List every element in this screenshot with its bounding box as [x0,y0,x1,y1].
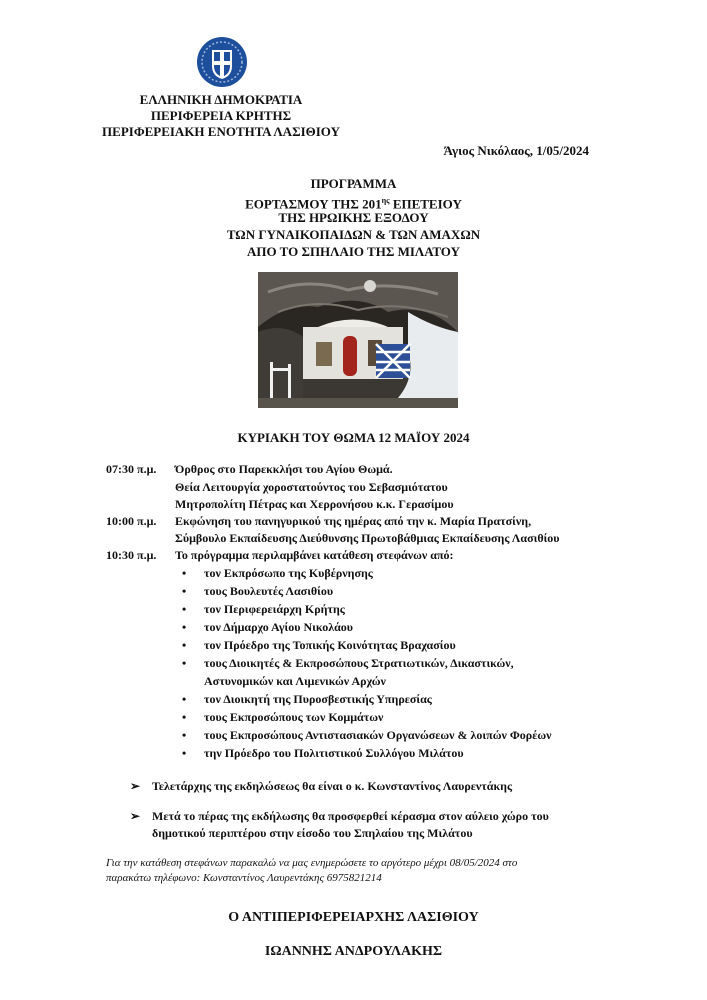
list-item: • τον Πρόεδρο της Τοπικής Κοινότητας Βραχασίου [182,638,456,652]
bullet-icon: • [182,602,187,616]
title-line-2-sup: ης [381,196,390,205]
schedule-time-2: 10:00 π.μ. [106,514,157,528]
document-date: Άγιος Νικόλαος, 1/05/2024 [443,143,589,158]
header-line-1: ΕΛΛΗΝΙΚΗ ΔΗΜΟΚΡΑΤΙΑ [139,92,303,107]
bullet-icon: • [182,566,187,580]
footnote-line-1: Για την κατάθεση στεφάνων παρακαλώ να μας ενημερώσετε το αργότερο μέχρι 08/05/2024 στο [106,857,518,869]
schedule-2-line-2: Σύμβουλο Εκπαίδευσης Διεύθυνσης Πρωτοβάθμιας Εκπαίδευσης Λασιθίου [175,531,560,545]
bullet-icon: • [182,692,187,706]
day-heading: ΚΥΡΙΑΚΗ ΤΟΥ ΘΩΜΑ 12 ΜΑΪΟΥ 2024 [237,430,470,445]
note-master-of-ceremonies: ➢ Τελετάρχης της εκδηλώσεως θα είναι ο κ. Κωνσταντίνος Λαυρεντάκης [130,779,513,793]
schedule-1-line-1: Όρθρος στο Παρεκκλήσι του Αγίου Θωμά. [175,462,393,476]
footnote-line-2: παρακάτω τηλέφωνο: Κωνσταντίνος Λαυρεντάκης 6975821214 [106,872,382,884]
schedule-2-line-1: Εκφώνηση του πανηγυρικού της ημέρας από την κ. Μαρία Πρατσίνη, [175,514,532,528]
wreath-list [182,564,551,762]
title-line-4: ΤΩΝ ΓΥΝΑΙΚΟΠΑΙΔΩΝ & ΤΩΝ ΑΜΑΧΩΝ [226,227,481,242]
cave-chapel-photo [258,272,458,408]
title-line-3: ΤΗΣ ΗΡΩΙΚΗΣ ΕΞΟΔΟΥ [278,210,429,225]
list-item: • τους Εκπροσώπους των Κομμάτων [182,710,384,724]
bullet-icon: • [182,710,187,724]
list-item: • τον Δήμαρχο Αγίου Νικολάου [182,620,354,634]
list-item: • τον Εκπρόσωπο της Κυβέρνησης [182,566,373,580]
header-line-2: ΠΕΡΙΦΕΡΕΙΑ ΚΡΗΤΗΣ [150,108,292,123]
list-item: • την Πρόεδρο του Πολιτιστικού Συλλόγου Μιλάτου [182,746,464,760]
schedule-time-3: 10:30 π.μ. [106,548,157,562]
arrow-bullet-icon: ➢ [130,809,141,823]
bullet-icon: • [182,620,187,634]
bullet-icon: • [182,746,187,760]
bullet-icon: • [182,728,187,742]
title-line-2-pre: ΕΟΡΤΑΣΜΟΥ ΤΗΣ 201 [245,196,382,212]
list-item-continuation: Αστυνομικών και Λιμενικών Αρχών [204,674,386,688]
bullet-icon: • [182,656,187,670]
schedule-1-line-3: Μητροπολίτη Πέτρας και Χερρονήσου κ.κ. Γερασίμου [175,497,454,511]
schedule-1-line-2: Θεία Λειτουργία χοροστατούντος του Σεβασμιότατου [175,480,448,494]
title-line-5: ΑΠΟ ΤΟ ΣΠΗΛΑΙΟ ΤΗΣ ΜΙΛΑΤΟΥ [247,244,460,259]
list-item: • τον Περιφερειάρχη Κρήτης [182,602,345,616]
header-line-3: ΠΕΡΙΦΕΡΕΙΑΚΗ ΕΝΟΤΗΤΑ ΛΑΣΙΘΙΟΥ [102,124,340,139]
title-line-2-post: ΕΠΕΤΕΙΟΥ [389,196,462,212]
schedule-3-line-1: Το πρόγραμμα περιλαμβάνει κατάθεση στεφάνων από: [175,548,454,562]
schedule-time-1: 07:30 π.μ. [106,462,157,476]
bullet-icon: • [182,584,187,598]
list-item: • τον Διοικητή της Πυροσβεστικής Υπηρεσίας [182,692,432,706]
greek-coat-of-arms-icon [196,36,248,88]
footnote [106,856,606,886]
signature-name: ΙΩΑΝΝΗΣ ΑΝΔΡΟΥΛΑΚΗΣ [264,944,443,959]
list-item: • τους Βουλευτές Λασιθίου [182,584,334,598]
list-item: • τους Εκπροσώπους Αντιστασιακών Οργανώσεων & λοιπών Φορέων [182,728,552,742]
signature-title: Ο ΑΝΤΙΠΕΡΙΦΕΡΕΙΑΡΧΗΣ ΛΑΣΙΘΙΟΥ [228,910,479,925]
title-line-1: ΠΡΟΓΡΑΜΜΑ [310,176,397,191]
list-item: • τους Διοικητές & Εκπροσώπους Στρατιωτικών, Δικαστικών, [182,656,514,670]
note-refreshments: ➢ Μετά το πέρας της εκδήλωσης θα προσφερθεί κέρασμα στον αύλειο χώρο του δημοτικού περιπτέρου στην είσοδο του Σπηλαίου της Μιλάτου [130,809,549,840]
bullet-icon: • [182,638,187,652]
arrow-bullet-icon: ➢ [130,779,141,793]
